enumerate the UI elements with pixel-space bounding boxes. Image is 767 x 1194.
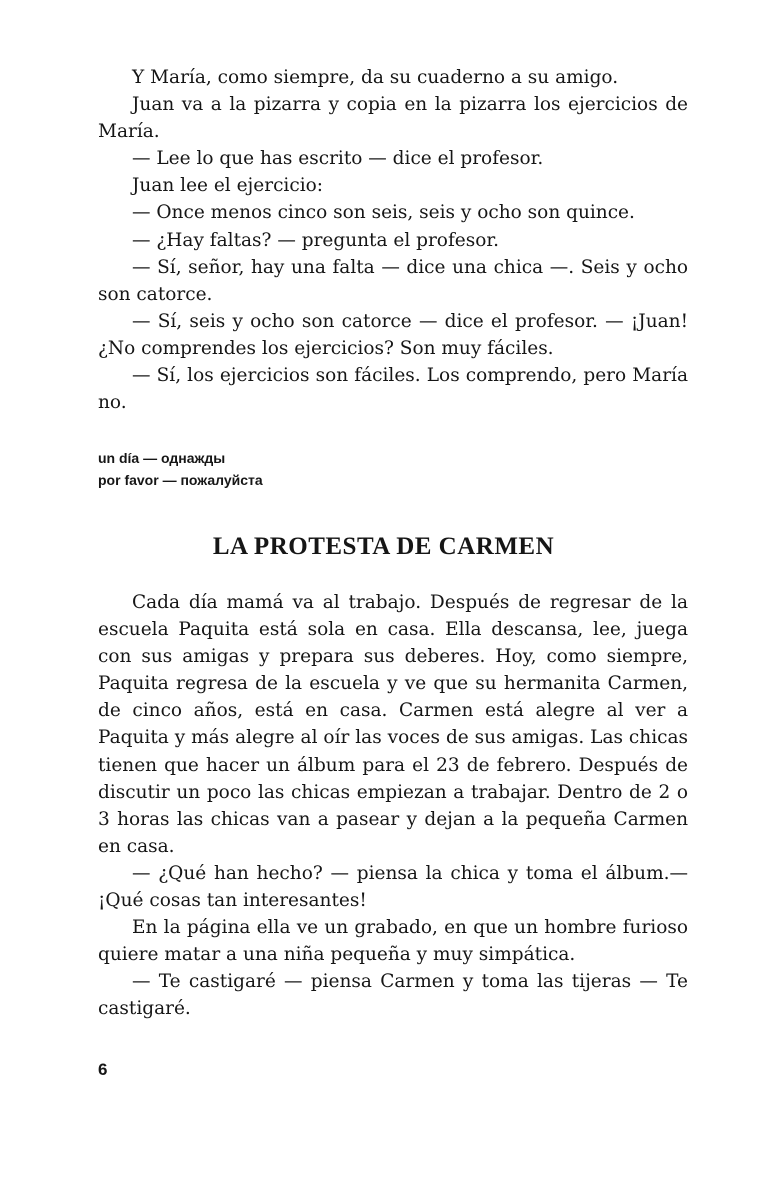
paragraph: — ¿Hay faltas? — pregunta el profesor. [132, 229, 500, 251]
paragraph: — Sí, seis y ocho son catorce — dice el profesor. — ¡Juan! ¿No comprendes los ejercicios? Son muy fáciles. [98, 310, 688, 359]
paragraph: — Te castigaré — piensa Carmen y toma las tijeras — Te castigaré. [98, 971, 688, 1020]
paragraph: — Sí, los ejercicios son fáciles. Los comprendo, pero María no. [98, 365, 688, 414]
paragraph: — Once menos cinco son seis, seis y ocho son quince. [132, 202, 635, 224]
paragraph: — ¿Qué han hecho? — piensa la chica y toma el álbum.— ¡Qué cosas tan interesantes! [98, 862, 688, 912]
vocabulary-entry: por favor — пожалуйста [98, 472, 263, 488]
vocabulary-entry: un día — однажды [98, 450, 226, 466]
vocabulary-list [98, 447, 688, 491]
paragraph: — Lee lo que has escrito — dice el profesor. [132, 148, 544, 170]
dialogue-section [98, 64, 688, 416]
paragraph: Y María, como siempre, da su cuaderno a su amigo. [132, 67, 619, 88]
paragraph: Cada día mamá va al trabajo. Después de regresar de la escuela Paquita está sola en casa. Ella descansa, lee, juega con sus amigas y prepara sus deberes. Hoy, como siempre, Paquita regresa de la escuela y ve que su hermanita Carmen, de cinco años, está en casa. Carmen está alegre al ver a Paquita y más alegre al oír las voces de sus amigas. Las chicas tienen que hacer un álbum para el 23 de febrero. Después de discutir un poco las chicas empiezan a trabajar. Dentro de 2 o 3 horas las chicas van a pasear y dejan a la pequeña Carmen en casa. [98, 592, 688, 857]
paragraph: Juan va a la pizarra y copia en la pizarra los ejercicios de María. [98, 94, 688, 143]
paragraph: — Sí, señor, hay una falta — dice una chica —. Seis y ocho son catorce. [98, 256, 688, 305]
paragraph: Juan lee el ejercicio: [132, 175, 323, 197]
page-number: 6 [98, 1060, 108, 1079]
paragraph: En la página ella ve un grabado, en que un hombre furioso quiere matar a una niña pequeña y muy simpática. [98, 917, 688, 966]
section-title: LA PROTESTA DE CARMEN [212, 533, 555, 560]
story-section [98, 589, 688, 1023]
